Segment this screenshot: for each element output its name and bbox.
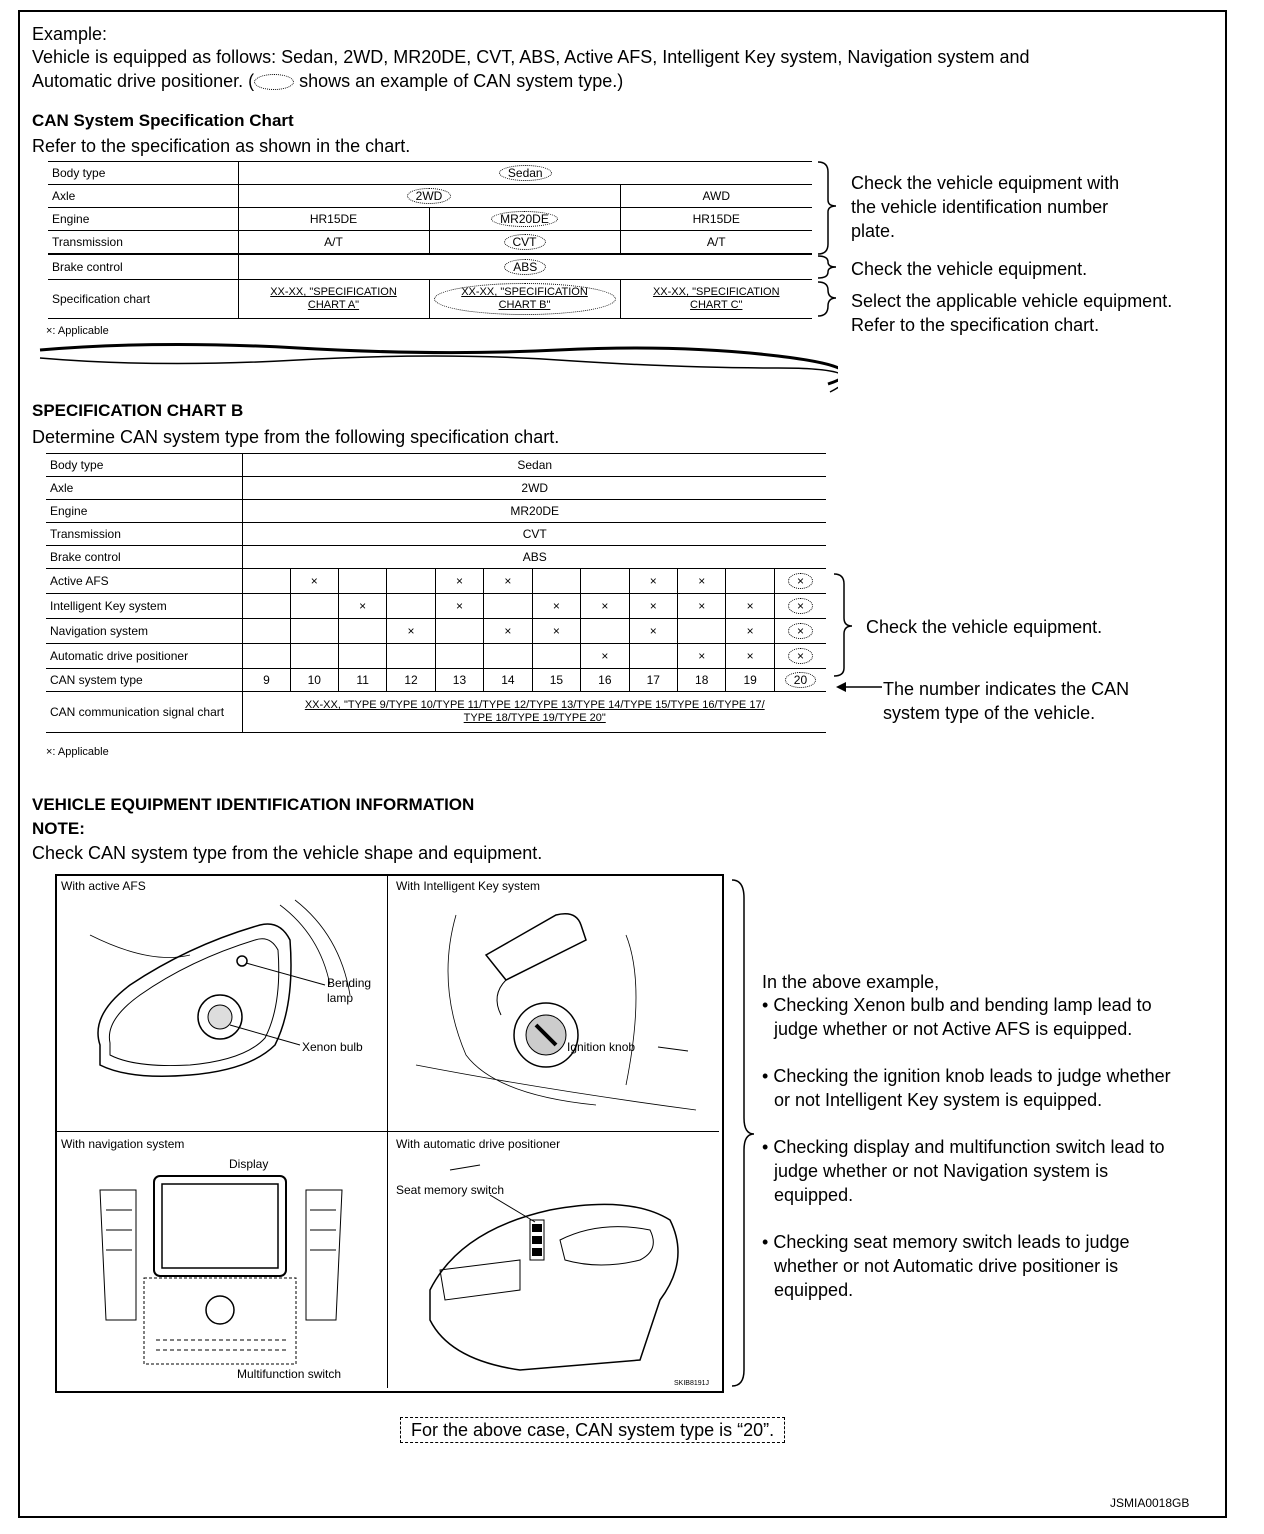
conclusion-box: For the above case, CAN system type is “20”. <box>400 1417 785 1443</box>
equipment-mark: × <box>290 569 338 594</box>
table-row <box>46 669 826 692</box>
row-label: Axle <box>48 185 238 208</box>
row-label: Brake control <box>46 546 243 569</box>
ignition-knob-icon <box>396 895 714 1125</box>
spec-chart-b-table <box>46 453 826 733</box>
panel-title-afs: With active AFS <box>61 879 146 893</box>
can-type-cell: 9 <box>243 669 290 692</box>
bullet-nav: • Checking display and multifunction switch lead to judge whether or not Navigation system is equipped. <box>762 1137 1165 1205</box>
callout-equipment: Check the vehicle equipment. <box>851 259 1088 279</box>
equipment-mark <box>339 619 387 644</box>
table-row <box>46 594 826 619</box>
row-label: Body type <box>46 454 243 477</box>
equipment-mark: × <box>532 594 580 619</box>
can-type-cell: 14 <box>484 669 532 692</box>
row-label: Navigation system <box>46 619 243 644</box>
spec-chart-b-link[interactable]: XX-XX, "SPECIFICATION CHART B" <box>429 280 620 319</box>
xenon-label: Xenon bulb <box>302 1040 363 1054</box>
equipment-mark <box>387 569 435 594</box>
chart-b-title: SPECIFICATION CHART B <box>32 401 244 420</box>
table-cell: MR20DE <box>429 208 620 231</box>
can-chart-subtitle: Refer to the specification as shown in the chart. <box>32 136 411 156</box>
equipment-mark: × <box>629 594 677 619</box>
panel-title-adp: With automatic drive positioner <box>396 1137 561 1151</box>
equipment-mark: × <box>387 619 435 644</box>
equipment-mark: × <box>629 569 677 594</box>
figure-code: SKIB8191J <box>674 1380 710 1387</box>
row-label: Automatic drive positioner <box>46 644 243 669</box>
dotted-oval-icon <box>254 74 294 90</box>
bending-label: Bending <box>327 976 372 990</box>
table-row <box>48 280 812 319</box>
callout-check-equipment: Check the vehicle equipment. <box>866 617 1103 637</box>
equipment-mark: × <box>774 644 826 669</box>
example-line1: Vehicle is equipped as follows: Sedan, 2WD, MR20DE, CVT, ABS, Active AFS, Intelligent Key system, Navigation system and <box>32 47 1030 67</box>
table-row <box>48 231 812 255</box>
equipment-mark <box>484 644 532 669</box>
equipment-mark <box>243 644 290 669</box>
can-chart-title: CAN System Specification Chart <box>32 111 294 130</box>
table-cell: ABS <box>238 254 812 280</box>
equipment-mark: × <box>581 644 629 669</box>
row-label: Transmission <box>46 523 243 546</box>
table-row <box>46 454 826 477</box>
chart-b-note: ×: Applicable <box>46 746 109 758</box>
bullet-ikey: • Checking the ignition knob leads to judge whether or not Intelligent Key system is equipped. <box>762 1066 1171 1110</box>
arrow-left-icon <box>834 680 884 694</box>
table-cell: HR15DE <box>620 208 812 231</box>
equipment-mark <box>290 594 338 619</box>
equipment-mark: × <box>726 594 774 619</box>
equipment-mark: × <box>435 594 483 619</box>
equipment-mark <box>484 594 532 619</box>
equipment-mark: × <box>629 619 677 644</box>
table-cell: CVT <box>243 523 826 546</box>
multifunction-label: Multifunction switch <box>237 1367 342 1381</box>
lamp-label: lamp <box>327 991 354 1005</box>
table-row <box>46 477 826 500</box>
example-line2: Automatic drive positioner. ( shows an example of CAN system type.) <box>32 71 624 91</box>
example-heading: Example: <box>32 24 108 44</box>
figure-id: JSMIA0018GB <box>1110 1496 1190 1510</box>
equipment-mark: × <box>726 644 774 669</box>
spec-chart-a-link[interactable]: XX-XX, "SPECIFICATION CHART A" <box>238 280 429 319</box>
can-type-cell: 20 <box>774 669 826 692</box>
table-row <box>46 692 826 733</box>
table-cell: ABS <box>243 546 826 569</box>
can-type-cell: 12 <box>387 669 435 692</box>
equipment-mark: × <box>484 619 532 644</box>
can-spec-table <box>48 161 812 319</box>
bullet-adp: • Checking seat memory switch leads to judge whether or not Automatic drive positioner is equipped. <box>762 1232 1130 1300</box>
panel-title-nav: With navigation system <box>61 1137 185 1151</box>
equipment-mark <box>243 569 290 594</box>
display-label: Display <box>229 1157 269 1171</box>
table-row <box>46 619 826 644</box>
brace-icon <box>728 878 758 1390</box>
can-type-cell: 13 <box>435 669 483 692</box>
equipment-mark: × <box>774 569 826 594</box>
divider <box>56 1131 719 1132</box>
table-row <box>46 523 826 546</box>
explain-intro: In the above example, <box>762 972 940 992</box>
row-label: Axle <box>46 477 243 500</box>
row-label: Transmission <box>48 231 238 255</box>
equipment-mark <box>532 644 580 669</box>
equipment-mark <box>726 569 774 594</box>
can-type-cell: 10 <box>290 669 338 692</box>
spec-chart-c-link[interactable]: XX-XX, "SPECIFICATION CHART C" <box>620 280 812 319</box>
break-line-icon <box>38 338 838 398</box>
table-cell: 2WD <box>243 477 826 500</box>
table-row <box>48 185 812 208</box>
table-cell: HR15DE <box>238 208 429 231</box>
table-cell: A/T <box>238 231 429 255</box>
equipment-mark: × <box>678 644 726 669</box>
table-row <box>46 546 826 569</box>
panel-title-ikey: With Intelligent Key system <box>396 879 541 893</box>
table-cell: Sedan <box>243 454 826 477</box>
chart-b-subtitle: Determine CAN system type from the following specification chart. <box>32 427 560 447</box>
table-row <box>46 569 826 594</box>
table-row <box>48 162 812 185</box>
callout-can-number: The number indicates the CAN system type of the vehicle. <box>883 679 1130 723</box>
equipment-mark: × <box>726 619 774 644</box>
vehicle-info-title: VEHICLE EQUIPMENT IDENTIFICATION INFORMATION <box>32 795 475 814</box>
row-label: Brake control <box>48 254 238 280</box>
vehicle-info-note: NOTE: <box>32 819 85 838</box>
row-label: Engine <box>48 208 238 231</box>
equipment-mark <box>387 594 435 619</box>
door-panel-icon <box>400 1160 710 1380</box>
can-chart-note: ×: Applicable <box>46 325 109 337</box>
ignition-label: Ignition knob <box>567 1040 636 1054</box>
equipment-mark <box>678 619 726 644</box>
table-row <box>46 500 826 523</box>
seat-memory-label: Seat memory switch <box>396 1183 505 1197</box>
row-label: Intelligent Key system <box>46 594 243 619</box>
row-label: CAN communication signal chart <box>46 692 243 733</box>
table-cell: Sedan <box>238 162 812 185</box>
equipment-mark <box>290 644 338 669</box>
navigation-unit-icon <box>96 1170 346 1370</box>
can-type-cell: 15 <box>532 669 580 692</box>
equipment-mark <box>243 594 290 619</box>
equipment-mark <box>581 619 629 644</box>
equipment-mark: × <box>339 594 387 619</box>
row-label: CAN system type <box>46 669 243 692</box>
brace-icon <box>814 160 854 320</box>
equipment-mark <box>629 644 677 669</box>
table-cell: A/T <box>620 231 812 255</box>
headlamp-icon <box>70 895 380 1125</box>
signal-chart-link[interactable]: XX-XX, "TYPE 9/TYPE 10/TYPE 11/TYPE 12/TYPE 13/TYPE 14/TYPE 15/TYPE 16/TYPE 17/ TYPE 18/TYPE 19/TYPE 20" <box>243 692 826 733</box>
bullet-afs: • Checking Xenon bulb and bending lamp lead to judge whether or not Active AFS is equipped. <box>762 995 1152 1039</box>
equipment-mark: × <box>581 594 629 619</box>
table-cell: MR20DE <box>243 500 826 523</box>
table-cell: AWD <box>620 185 812 208</box>
equipment-mark: × <box>532 619 580 644</box>
equipment-mark <box>532 569 580 594</box>
table-cell: 2WD <box>238 185 620 208</box>
can-type-cell: 19 <box>726 669 774 692</box>
equipment-mark <box>339 644 387 669</box>
can-type-cell: 16 <box>581 669 629 692</box>
equipment-mark <box>581 569 629 594</box>
equipment-mark <box>435 644 483 669</box>
callout-select: Select the applicable vehicle equipment. Refer to the specification chart. <box>851 291 1173 335</box>
equipment-mark: × <box>678 569 726 594</box>
row-label: Specification chart <box>48 280 238 319</box>
equipment-mark: × <box>435 569 483 594</box>
table-row <box>46 644 826 669</box>
table-row <box>48 208 812 231</box>
equipment-mark: × <box>484 569 532 594</box>
equipment-mark: × <box>678 594 726 619</box>
equipment-mark <box>290 619 338 644</box>
row-label: Active AFS <box>46 569 243 594</box>
table-cell: CVT <box>429 231 620 255</box>
equipment-mark <box>435 619 483 644</box>
equipment-mark <box>243 619 290 644</box>
callout-vehicle-id: Check the vehicle equipment with the vehicle identification number plate. <box>851 173 1120 241</box>
row-label: Body type <box>48 162 238 185</box>
equipment-mark <box>387 644 435 669</box>
vehicle-info-text: Check CAN system type from the vehicle shape and equipment. <box>32 843 543 863</box>
can-type-cell: 11 <box>339 669 387 692</box>
equipment-mark: × <box>774 619 826 644</box>
equipment-mark: × <box>774 594 826 619</box>
can-type-cell: 17 <box>629 669 677 692</box>
can-type-cell: 18 <box>678 669 726 692</box>
row-label: Engine <box>46 500 243 523</box>
equipment-mark <box>339 569 387 594</box>
table-row <box>48 254 812 280</box>
